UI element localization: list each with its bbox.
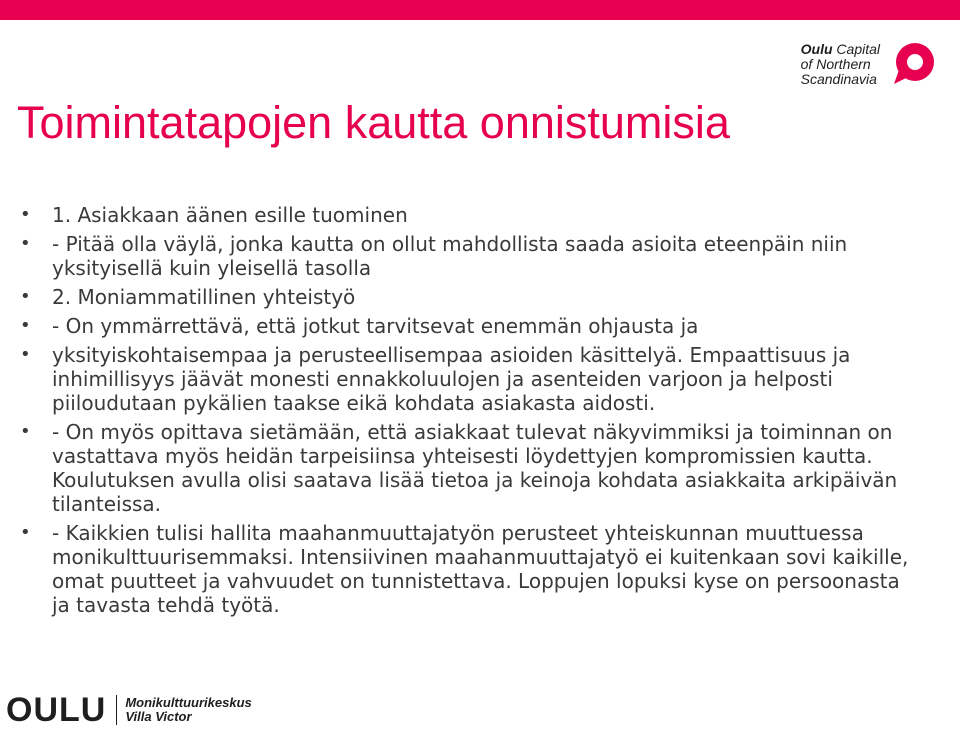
footer-logo — [6, 690, 252, 729]
top-accent-bar — [0, 0, 960, 20]
bullet-icon: • — [20, 421, 31, 442]
footer-divider — [116, 695, 117, 725]
bullet-icon: • — [20, 233, 31, 254]
brand-text — [801, 42, 880, 87]
list-item — [14, 203, 914, 227]
list-item-text: yksityiskohtaisempaa ja perusteellisempaa asioiden käsittelyä. Empaattisuus ja inhimillisyys jäävät monesti ennakkoluulojen ja asenteiden varjoon ja helposti piiloudutaan pykälien taakse eikä kohdata asiakasta aidosti. — [52, 343, 851, 415]
brand-logo — [801, 40, 938, 92]
list-item — [14, 285, 914, 309]
brand-line1-bold: Oulu — [800, 41, 833, 57]
list-item — [14, 420, 914, 516]
speech-bubble-logo-icon — [890, 40, 938, 88]
list-item-text: 1. Asiakkaan äänen esille tuominen — [52, 203, 408, 227]
list-item — [14, 343, 914, 415]
brand-line1-rest: Capital — [832, 41, 880, 57]
list-item-text: - On myös opittava sietämään, että asiakkaat tulevat näkyvimmiksi ja toiminnan on vastattava myös heidän tarpeisiinsa yhteisesti löydettyjen kompromissien kautta. Koulutuksen avulla olisi saatava lisää tietoa ja keinoja kohdata asiakkaita arkipäivän tilanteissa. — [52, 420, 898, 516]
unit-name — [125, 696, 251, 724]
list-item-text: - Kaikkien tulisi hallita maahanmuuttajatyön perusteet yhteiskunnan muuttuessa monikulttuurisemmaksi. Intensiivinen maahanmuuttajatyö ei kuitenkaan sovi kaikille, omat puutteet ja vahvuudet on tunnistettava. Loppujen lopuksi kyse on persoonasta ja tavasta tehdä työtä. — [52, 521, 909, 617]
list-item-text: - On ymmärrettävä, että jotkut tarvitsevat enemmän ohjausta ja — [52, 314, 699, 338]
unit-line1: Monikulttuurikeskus — [125, 695, 252, 710]
brand-line3: Scandinavia — [800, 71, 877, 87]
list-item-text: 2. Moniammatillinen yhteistyö — [52, 285, 356, 309]
brand-line2: of Northern — [800, 56, 871, 72]
bullet-icon: • — [20, 522, 31, 543]
unit-line2: Villa Victor — [125, 709, 192, 724]
list-item-text: - Pitää olla väylä, jonka kautta on ollut mahdollista saada asioita eteenpäin niin yksityisellä kuin yleisellä tasolla — [52, 232, 848, 280]
bullet-icon: • — [20, 204, 31, 225]
oulu-wordmark: OULU — [6, 690, 107, 729]
bullet-icon: • — [20, 344, 31, 365]
bullet-icon: • — [20, 286, 31, 307]
list-item — [14, 521, 914, 617]
list-item — [14, 314, 914, 338]
list-item — [14, 232, 914, 280]
bullet-list — [14, 203, 914, 622]
bullet-icon: • — [20, 315, 31, 336]
page-title: Toimintatapojen kautta onnistumisia — [17, 97, 730, 148]
